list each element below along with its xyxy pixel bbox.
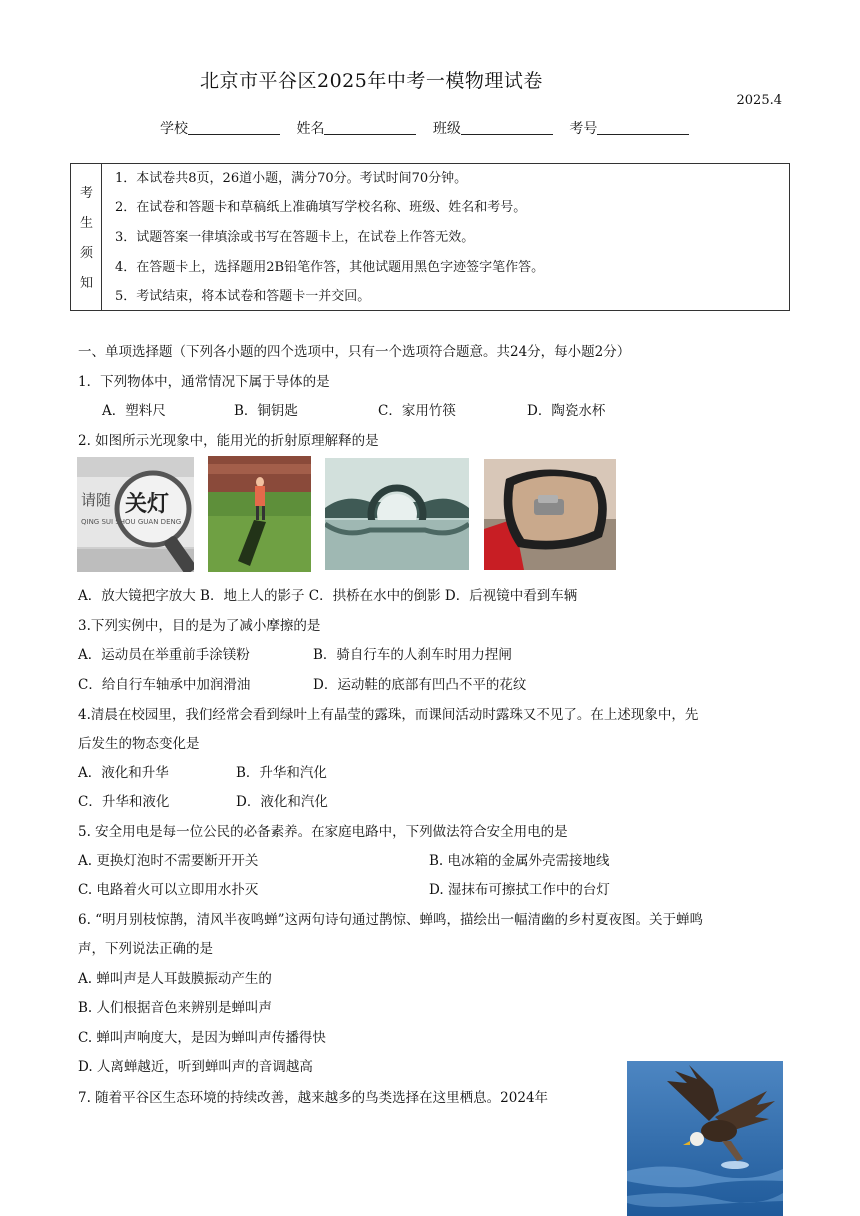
q1-option-b: B．铜钥匙: [234, 403, 298, 419]
notice-item: 1．本试卷共8页，26道小题，满分70分。考试时间70分钟。: [115, 171, 468, 186]
q3-option-c: C．给自行车轴承中加润滑油: [78, 677, 251, 693]
q4-stem-line2: 后发生的物态变化是: [78, 736, 200, 752]
q1-option-d: D．陶瓷水杯: [527, 403, 606, 419]
id-blank[interactable]: [597, 120, 689, 135]
field-name-label: 姓名: [296, 121, 325, 137]
q1-option-c: C．家用竹筷: [378, 403, 456, 419]
exam-date: 2025.4: [736, 93, 782, 108]
sign-text-magnified: 关灯: [125, 492, 170, 517]
q5-option-c: C. 电路着火可以立即用水扑灭: [78, 882, 259, 898]
notice-label-char: 知: [80, 276, 94, 291]
sign-pinyin: QING SUI SHOU GUAN DENG: [81, 518, 182, 526]
q4-option-b: B．升华和汽化: [236, 765, 327, 781]
notice-box: [70, 163, 790, 311]
q7-stem: 7. 随着平谷区生态环境的持续改善，越来越多的鸟类选择在这里栖息。2024年: [78, 1090, 549, 1106]
q6-option-c: C. 蝉叫声响度大，是因为蝉叫声传播得快: [78, 1030, 326, 1046]
field-id-label: 考号: [569, 121, 598, 137]
page-title: 北京市平谷区2025年中考一模物理试卷: [200, 70, 543, 92]
q5-option-a: A. 更换灯泡时不需要断开开关: [78, 853, 259, 869]
notice-item: 5．考试结束，将本试卷和答题卡一并交回。: [115, 289, 371, 304]
q2-stem: 2. 如图所示光现象中，能用光的折射原理解释的是: [78, 433, 379, 449]
q4-option-c: C．升华和液化: [78, 794, 170, 810]
q5-option-b: B. 电冰箱的金属外壳需接地线: [429, 853, 610, 869]
name-blank[interactable]: [324, 120, 416, 135]
q5-stem: 5. 安全用电是每一位公民的必备素养。在家庭电路中，下列做法符合安全用电的是: [78, 824, 568, 840]
student-info-line: [160, 118, 701, 138]
school-blank[interactable]: [188, 120, 280, 135]
field-school-label: 学校: [160, 121, 188, 137]
q3-option-a: A．运动员在举重前手涂镁粉: [78, 647, 250, 663]
notice-item: 3．试题答案一律填涂或书写在答题卡上，在试卷上作答无效。: [115, 230, 475, 245]
q5-option-d: D. 湿抹布可擦拭工作中的台灯: [429, 882, 610, 898]
shadow-image: [208, 456, 311, 572]
notice-item: 4．在答题卡上，选择题用2B铅笔作答，其他试题用黑色字迹签字笔作答。: [115, 260, 545, 275]
q6-stem-line1: 6. “明月别枝惊鹊，清风半夜鸣蝉”这两句诗句通过鹊惊、蝉鸣，描绘出一幅清幽的乡村夏夜图。关于蝉鸣: [78, 912, 703, 928]
q2-options: A．放大镜把字放大 B．地上人的影子 C．拱桥在水中的倒影 D．后视镜中看到车辆: [78, 588, 578, 604]
notice-label-char: 考: [80, 186, 94, 201]
notice-label-char: 生: [80, 216, 94, 231]
q6-option-b: B. 人们根据音色来辨别是蝉叫声: [78, 1000, 273, 1016]
magnifier-image: [77, 457, 194, 572]
q3-stem: 3.下列实例中，目的是为了减小摩擦的是: [78, 618, 321, 634]
bridge-reflection-image: [325, 458, 469, 570]
q4-option-d: D．液化和汽化: [236, 794, 328, 810]
sign-text-small: 请随: [81, 491, 112, 509]
q3-option-d: D．运动鞋的底部有凹凸不平的花纹: [313, 677, 527, 693]
notice-label-char: 须: [80, 246, 94, 261]
q6-option-a: A. 蝉叫声是人耳鼓膜振动产生的: [78, 971, 272, 987]
rearview-mirror-image: [484, 459, 616, 570]
q1-option-a: A．塑料尺: [102, 403, 166, 419]
q1-stem: 1．下列物体中，通常情况下属于导体的是: [78, 374, 330, 390]
q6-option-d: D. 人离蝉越近，听到蝉叫声的音调越高: [78, 1059, 313, 1075]
q4-option-a: A．液化和升华: [78, 765, 169, 781]
q3-option-b: B．骑自行车的人刹车时用力捏闸: [313, 647, 512, 663]
field-class-label: 班级: [432, 121, 461, 137]
q4-stem-line1: 4.清晨在校园里，我们经常会看到绿叶上有晶莹的露珠，而课间活动时露珠又不见了。在上述现象中，先: [78, 707, 699, 723]
notice-item: 2．在试卷和答题卡和草稿纸上准确填写学校名称、班级、姓名和考号。: [115, 200, 527, 215]
class-blank[interactable]: [461, 120, 553, 135]
notice-label: [71, 164, 102, 310]
section-heading: 一、单项选择题（下列各小题的四个选项中，只有一个选项符合题意。共24分，每小题2分）: [78, 344, 631, 360]
eagle-image: [627, 1061, 783, 1216]
q6-stem-line2: 声，下列说法正确的是: [78, 941, 213, 957]
